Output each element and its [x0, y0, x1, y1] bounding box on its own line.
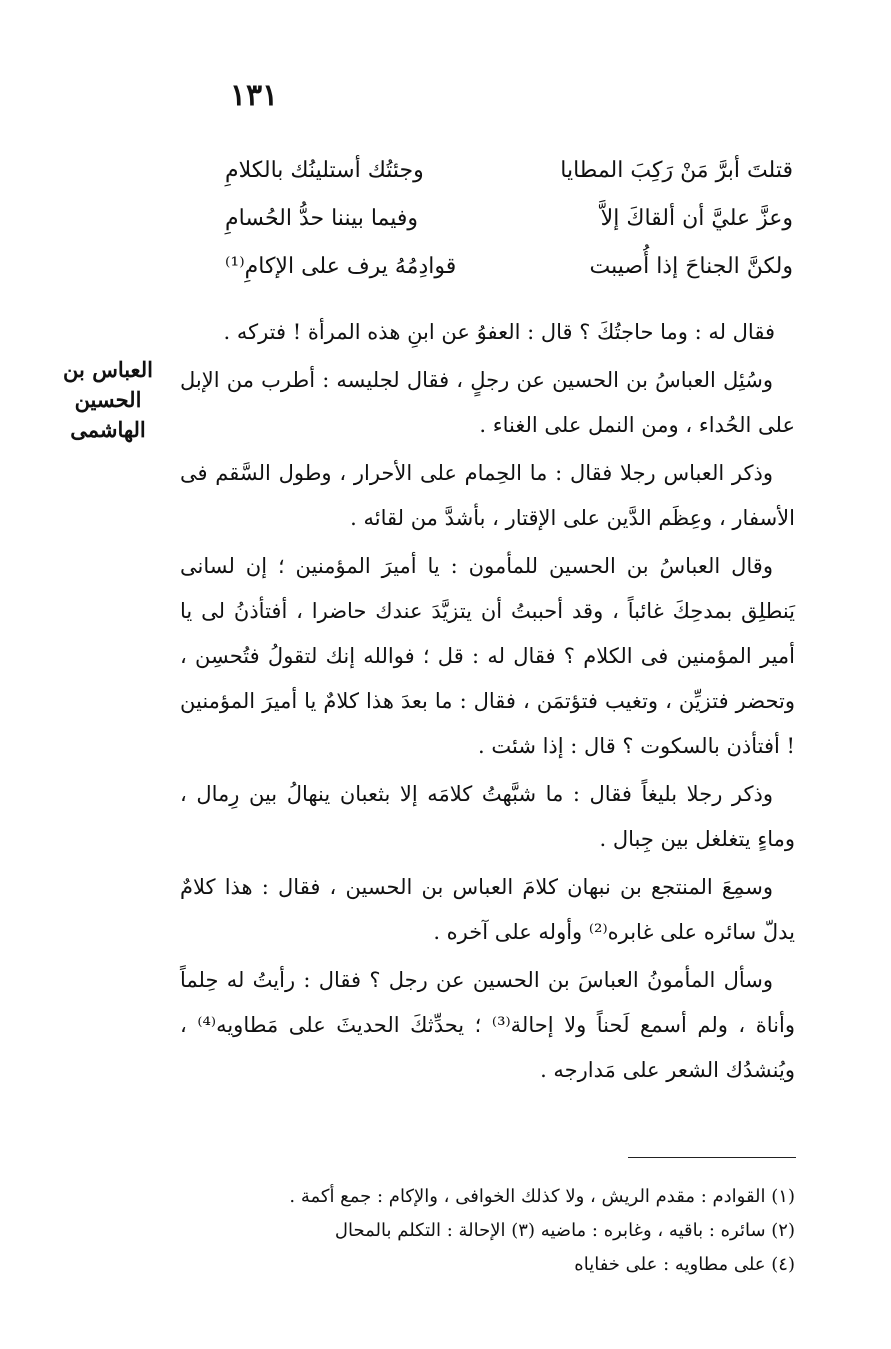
footnote: (١) القوادم : مقدم الريش ، ولا كذلك الخوافى ، والإكام : جمع أكمة . [289, 1186, 795, 1207]
paragraph: وذكر العباس رجلا فقال : ما الحِمام على الأحرار ، وطول السَّقم فى الأسفار ، وعِظَم الدَّين على الإقتار ، بأشدَّ من لقائه . [180, 461, 795, 530]
paragraph: وسأل المأمونُ العباسَ بن الحسين عن رجل ؟ فقال : رأيتُ له حِلماً وأناة ، ولم أسمع لَحناً ولا إحالة⁽³⁾ ؛ يحدِّثكَ الحديثَ على مَطاويه⁽⁴⁾ ، ويُنشدُك الشعر على مَدارجه . [180, 968, 795, 1082]
verse-first-hemistich: قتلتَ أبرَّ مَنْ رَكِبَ المطايا [560, 158, 793, 183]
body-text [180, 310, 795, 1096]
paragraph: وسُئِل العباسُ بن الحسين عن رجلٍ ، فقال لجليسه : أطرب من الإبل على الحُداء ، ومن النمل على الغناء . [180, 368, 795, 437]
page-number: ١٣١ [229, 78, 279, 113]
paragraph: وسمِعَ المنتجع بن نبهان كلامَ العباس بن الحسين ، فقال : هذا كلامٌ يدلّ سائره على غابره⁽²⁾ وأوله على آخره . [180, 875, 795, 944]
paragraph: وذكر رجلا بليغاً فقال : ما شبَّهتُ كلامَه إلا بثعبان ينهالُ بين رِمال ، وماءٍ يتغلغل بين جِبال . [180, 782, 795, 851]
verse-line [225, 244, 793, 292]
footnote: (٢) سائره : باقيه ، وغابره : ماضيه (٣) الإحالة : التكلم بالمحال [334, 1220, 795, 1241]
margin-heading-line: الهاشمى [70, 417, 146, 442]
verse-first-hemistich: وعزَّ عليَّ أن ألقاكَ إلاَّ [600, 206, 793, 231]
margin-heading-line: الحسين [74, 387, 142, 412]
paragraph: فقال له : وما حاجتُكَ ؟ قال : العفوُ عن ابنِ هذه المرأة ! فتركه . [223, 320, 775, 344]
footnotes [200, 1180, 795, 1282]
margin-heading-line: العباس بن [63, 357, 153, 382]
footnote: (٤) على مطاويه : على خفاياه [574, 1254, 795, 1275]
verse-second-hemistich: وجئتُك أستلينُك بالكلامِ [225, 158, 424, 183]
margin-heading [58, 355, 158, 445]
poem-verses [225, 148, 793, 292]
verse-second-hemistich: وفيما بيننا حدُّ الحُسامِ [225, 206, 419, 231]
footnote-divider [628, 1157, 796, 1158]
paragraph: وقال العباسُ بن الحسين للمأمون : يا أميرَ المؤمنين ؛ إن لسانى يَنطلِق بمدحِكَ غائباً ، وقد أحببتُ أن يتزيَّدَ عندك حاضرا ، أفتأذنُ لى يا أمير المؤمنين فى الكلام ؟ فقال له : قل ؛ فوالله إنك لتقولُ فتُحسِن ، وتحضر فتزيِّن ، وتغيب فتؤتمَن ، فقال : ما بعدَ هذا كلامٌ يا أميرَ المؤمنين ! أفتأذن بالسكوت ؟ قال : إذا شئت . [180, 554, 795, 758]
verse-line [225, 196, 793, 244]
verse-second-hemistich: قوادِمُهُ يرف على الإكامِ⁽¹⁾ [225, 254, 457, 279]
verse-line [225, 148, 793, 196]
verse-first-hemistich: ولكنَّ الجناحَ إذا أُصيبت [589, 254, 793, 279]
